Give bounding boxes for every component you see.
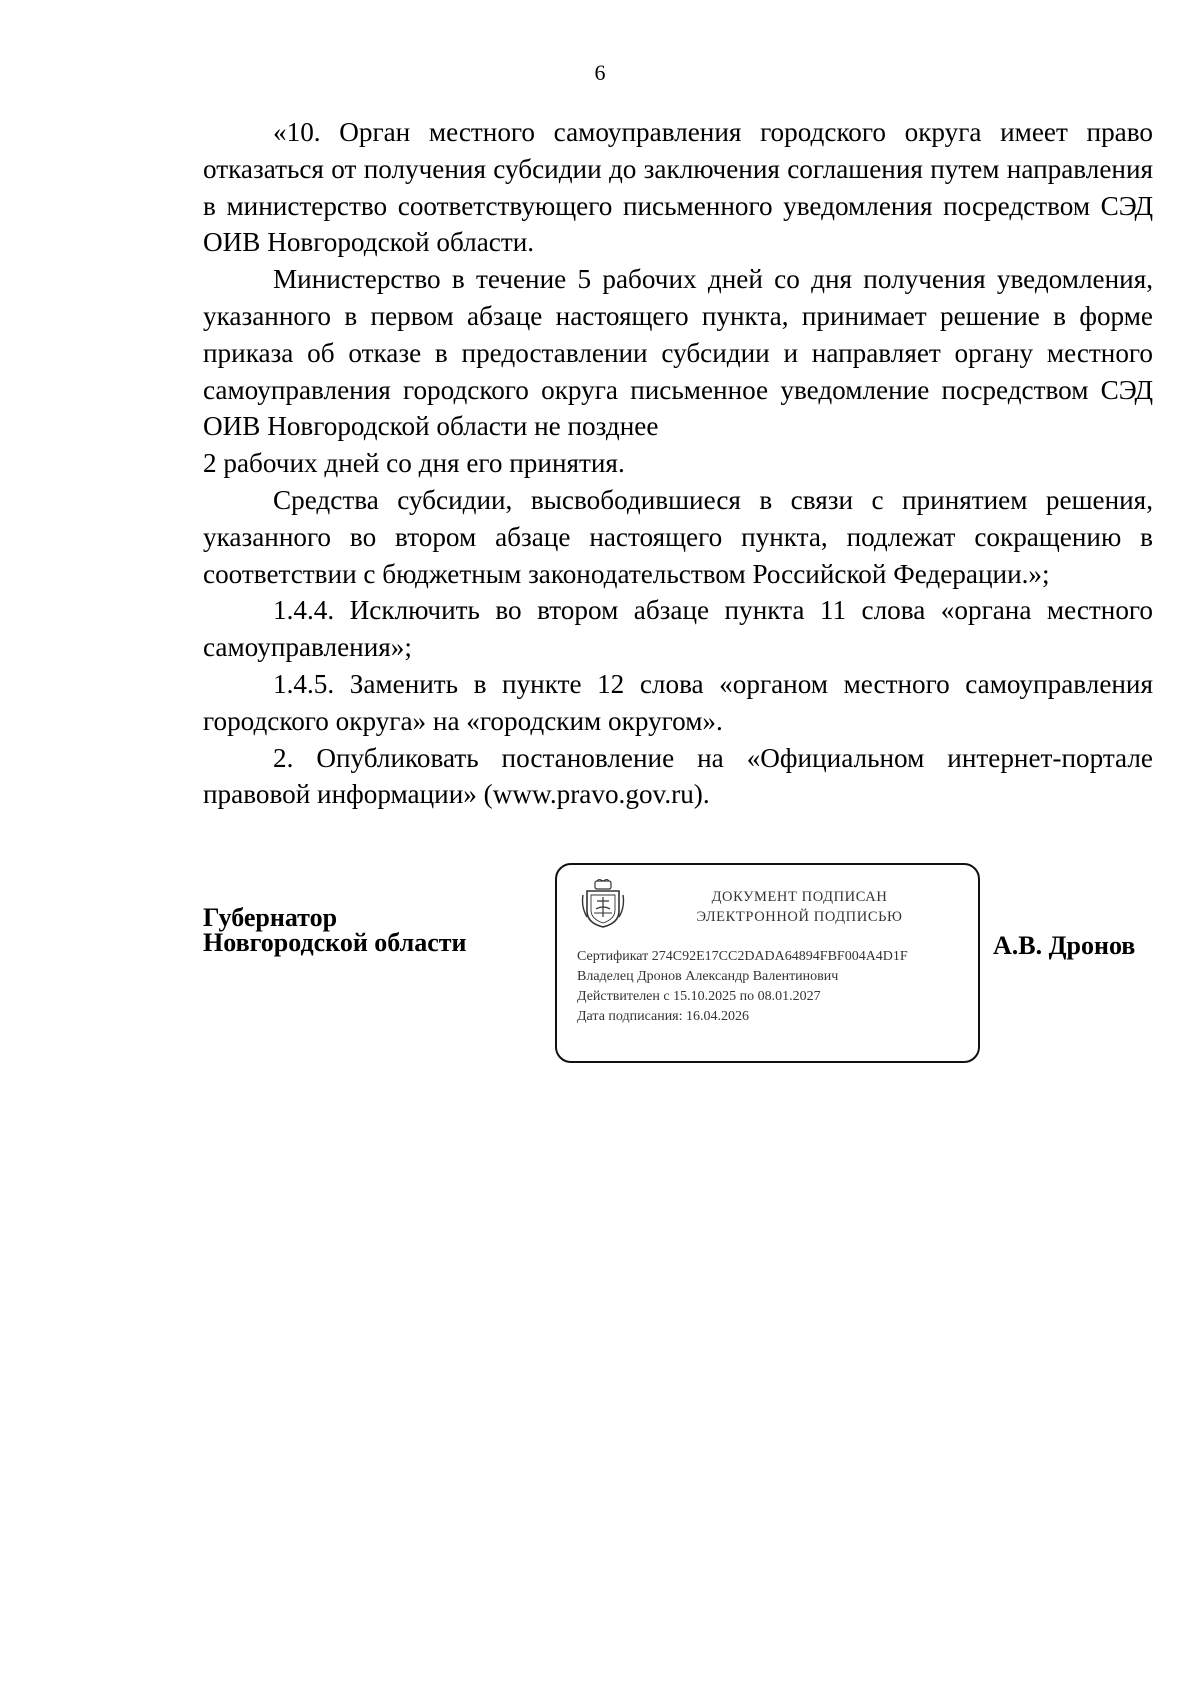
signer-name: А.В. Дронов — [993, 931, 1136, 960]
stamp-details — [577, 947, 972, 1027]
document-body — [203, 114, 1153, 813]
signer-position-line-1: Губернатор — [203, 903, 338, 932]
stamp-heading — [647, 887, 952, 927]
stamp-owner: Владелец Дронов Александр Валентинович — [577, 969, 839, 984]
paragraph-1: «10. Орган местного самоуправления городского округа имеет право отказаться от получения субсидии до заключения соглашения путем направления в министерство соответствующего письменного уведомления посредством СЭД ОИВ Новгородской области. — [203, 117, 1153, 258]
paragraph-2: Министерство в течение 5 рабочих дней со дня получения уведомления, указанного в первом абзаце настоящего пункта, принимает решение в форме приказа об отказе в предоставлении субсидии и направляет органу местного самоуправления городского округа письменное уведомление посредством СЭД ОИВ Новгородской области не позднее 2 рабочих дней со дня его принятия. — [203, 264, 1153, 479]
paragraph-4: 1.4.4. Исключить во втором абзаце пункта 11 слова «органа местного самоуправления»; — [203, 595, 1153, 663]
coat-of-arms-icon — [581, 879, 625, 929]
stamp-certificate: Сертификат 274C92E17CC2DADA64894FBF004A4D1F — [577, 949, 908, 964]
paragraph-3: Средства субсидии, высвободившиеся в связи с принятием решения, указанного во втором абзаце настоящего пункта, подлежат сокращению в соответствии с бюджетным законодательством Российской Федерации.»; — [203, 484, 1153, 589]
paragraph-5: 1.4.5. Заменить в пункте 12 слова «органом местного самоуправления городского округа» на «городским округом». — [203, 668, 1153, 736]
stamp-heading-line-2: ЭЛЕКТРОННОЙ ПОДПИСЬЮ — [696, 909, 903, 925]
page-number: 6 — [594, 60, 606, 85]
stamp-validity: Действителен с 15.10.2025 по 08.01.2027 — [577, 989, 821, 1004]
signer-position — [203, 905, 467, 955]
stamp-heading-line-1: ДОКУМЕНТ ПОДПИСАН — [711, 889, 888, 905]
stamp-signing-date: Дата подписания: 16.04.2026 — [577, 1009, 750, 1024]
signer-position-line-2: Новгородской области — [203, 928, 467, 957]
paragraph-6: 2. Опубликовать постановление на «Официальном интернет-портале правовой информации» (www.pravo.gov.ru). — [203, 742, 1153, 810]
electronic-signature-stamp — [555, 863, 980, 1063]
